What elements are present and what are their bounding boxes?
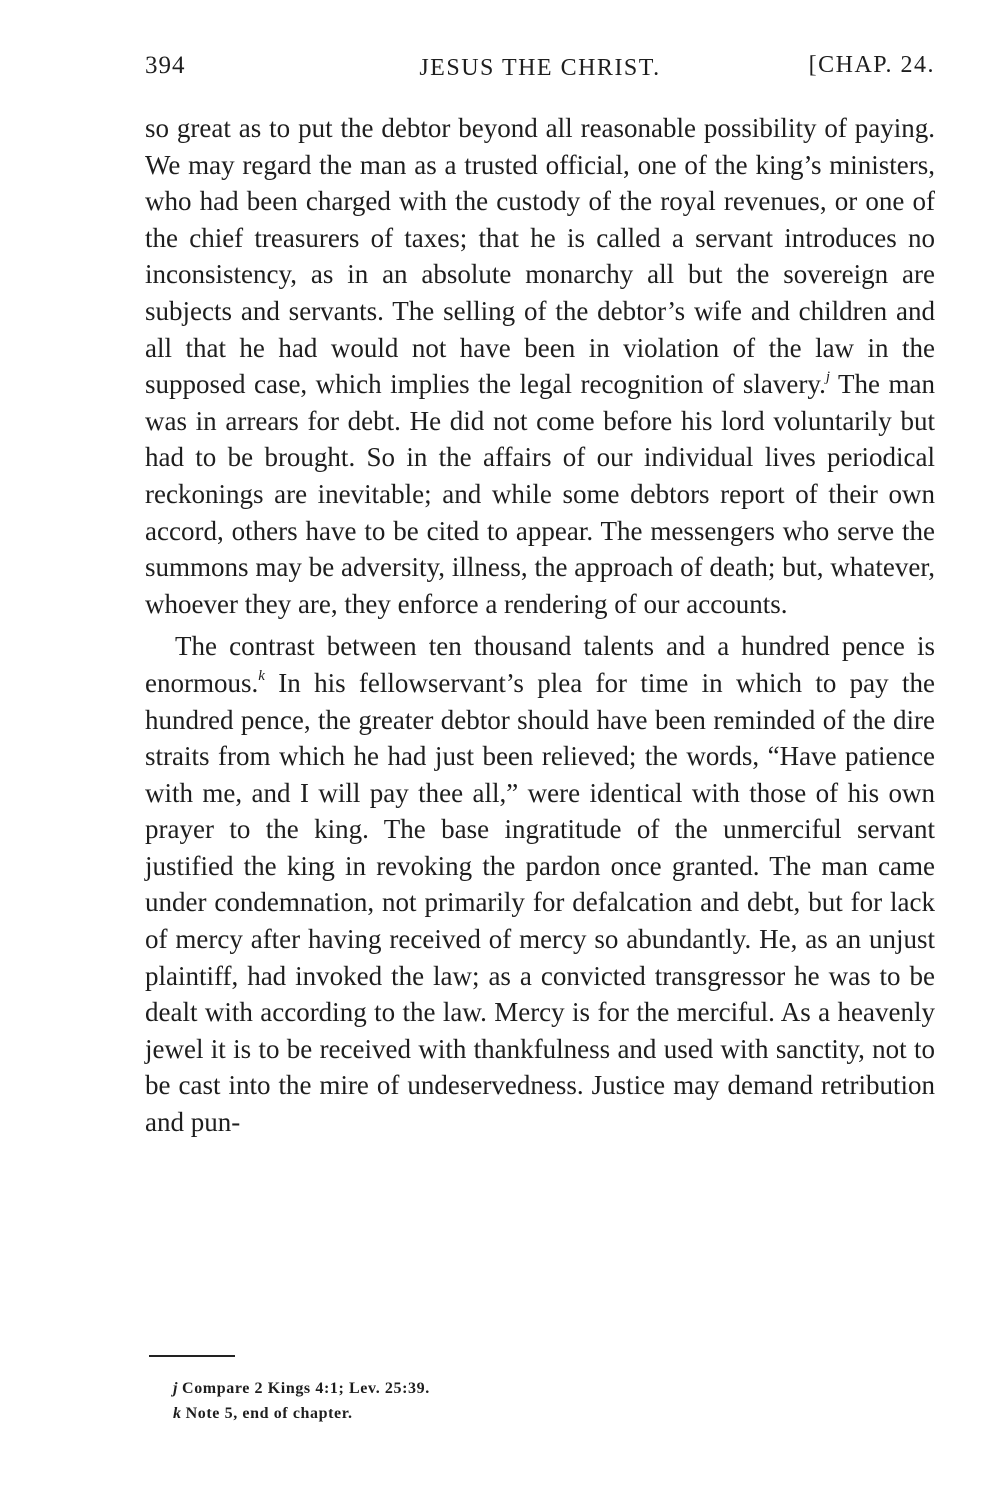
footnotes xyxy=(173,1376,933,1426)
chapter-reference: [CHAP. 24. xyxy=(808,52,935,78)
footnote-marker-k: k xyxy=(258,667,265,684)
page-header xyxy=(145,52,935,88)
page-number: 394 xyxy=(145,52,186,79)
paragraph-text: so great as to put the debtor beyond all reasonable possibility of paying. We may regard the man as a trusted official, one of the king’s ministers, who had been charged with the custody of the royal revenues, or one of the chief treasurers of taxes; that he is called a servant introduces no inconsistency, as in an absolute monarchy all but the sovereign are subjects and servants. The selling of the debtor’s wife and children and all that he had would not have been in violation of the law in the supposed case, which implies the legal recognition of slavery. xyxy=(145,113,935,400)
footnote-divider xyxy=(149,1355,235,1357)
footnote-text: Compare 2 Kings 4:1; Lev. 25:39. xyxy=(182,1380,430,1397)
footnote-k xyxy=(173,1401,933,1426)
paragraph xyxy=(145,110,935,622)
paragraph-text-continued: The man was in arrears for debt. He did not come before his lord voluntarily but had to be brought. So in the affairs of our individual lives periodical reckonings are inevitable; and while some debtors report of their own accord, others have to be cited to appear. The messengers who serve the summons may be adversity, illness, the approach of death; but, whatever, whoever they are, they enforce a rendering of our accounts. xyxy=(145,369,935,619)
running-title: JESUS THE CHRIST. xyxy=(419,55,661,81)
footnote-marker-j: j xyxy=(825,369,831,386)
paragraph xyxy=(145,628,935,1140)
footnote-j xyxy=(173,1376,933,1401)
footnote-text: Note 5, end of chapter. xyxy=(185,1405,353,1422)
paragraph-text: The contrast between ten thousand talents and a hundred pence is enormous. xyxy=(145,631,935,698)
paragraph-text-continued: In his fellowservant’s plea for time in which to pay the hundred pence, the greater debtor should have been reminded of the dire straits from which he had just been relieved; the words, “Have patience with me, and I will pay thee all,” were identical with those of his own prayer to the king. The base ingratitude of the unmerciful servant justified the king in revoking the pardon once granted. The man came under condemnation, not primarily for defalcation and debt, but for lack of mercy after having received of mercy so abundantly. He, as an unjust plaintiff, had invoked the law; as a convicted transgressor he was to be dealt with according to the law. Mercy is for the merciful. As a heavenly jewel it is to be received with thankfulness and used with sanctity, not to be cast into the mire of undeservedness. Justice may demand retribution and pun- xyxy=(145,667,935,1138)
body-text xyxy=(145,110,935,1141)
footnote-mark: j xyxy=(173,1380,179,1397)
footnote-mark: k xyxy=(173,1405,182,1422)
